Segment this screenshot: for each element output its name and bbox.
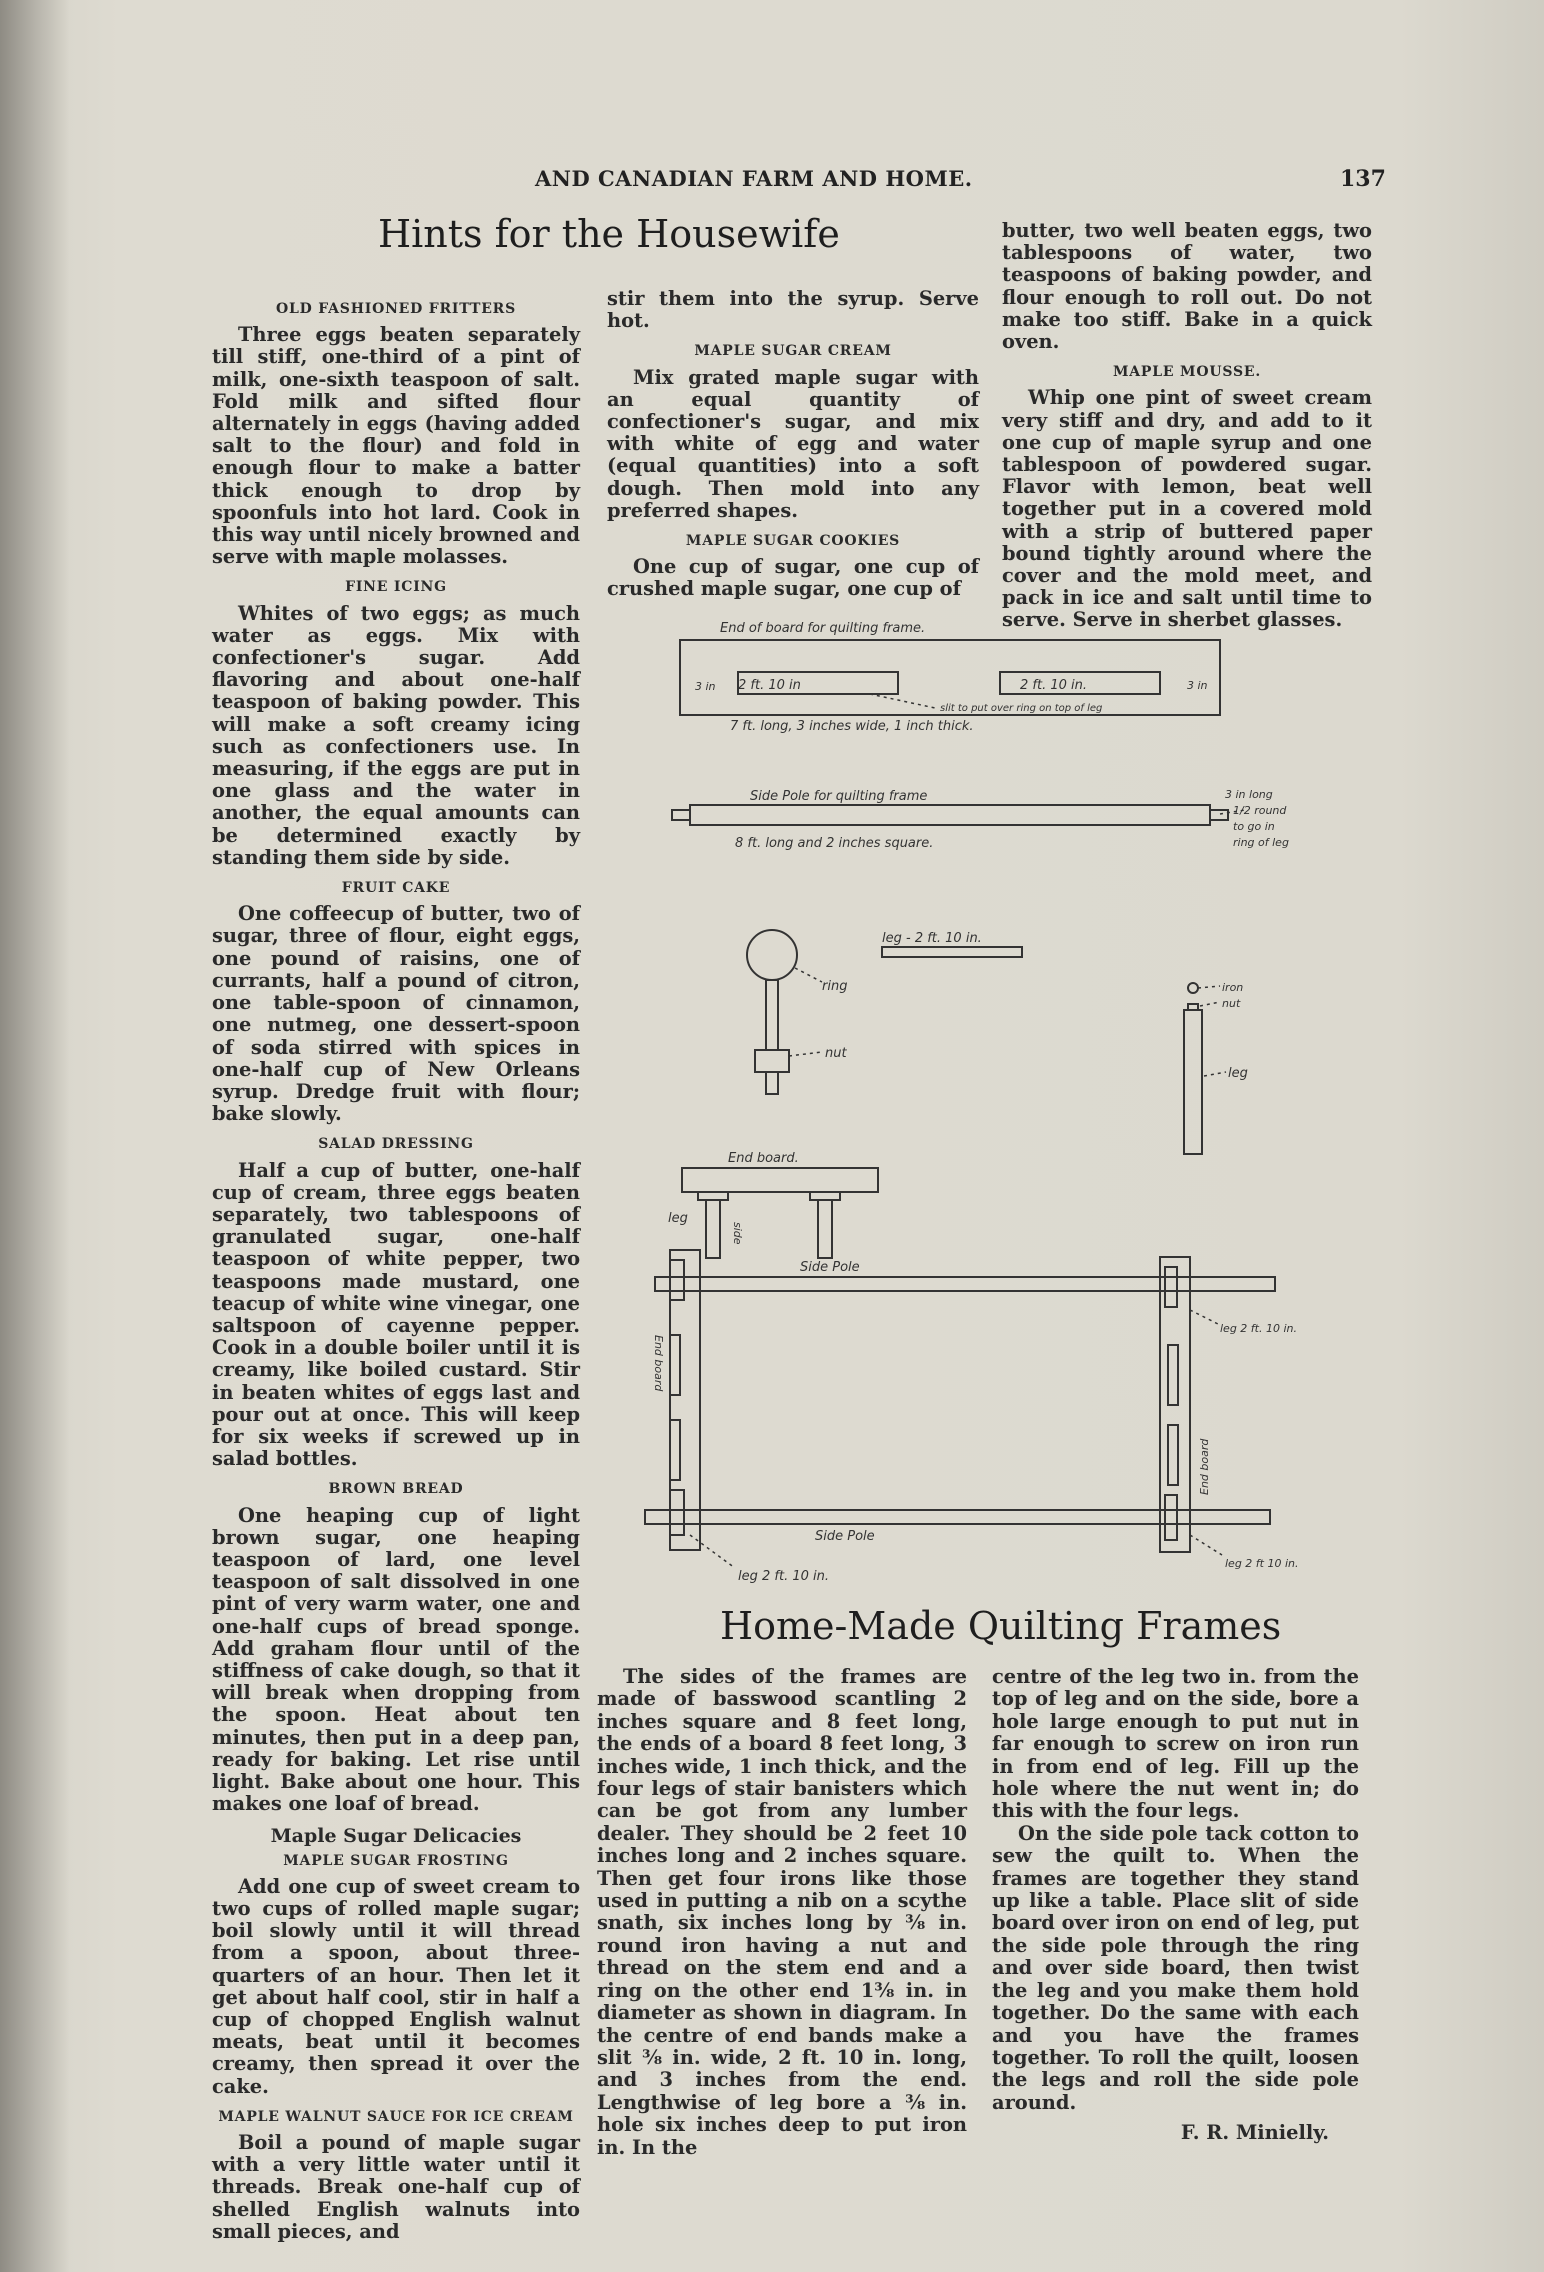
- frame-leg-top-left: [670, 1260, 684, 1300]
- text-maple-mousse: Whip one pint of sweet cream very stiff and dry, and add to it one cup of maple syrup and one tablespoon of powdered sugar. Flavor with lemon, beat well together put in a covered mold with a strip of buttered paper bound tightly around where the cover and the mold meet, and pack in ice and salt until time to serve. Serve in sherbet glasses.: [1002, 386, 1372, 632]
- column-2: [607, 288, 979, 601]
- label-end-board-title: End of board for quilting frame.: [720, 621, 926, 636]
- quilting-text-2b: On the side pole tack cotton to sew the quilt to. When the frames are together they stand up like a table. Place slit of side board over iron on end of leg, put the side pole through the ring and over side board, then twist the leg and you make them hold together. Do the same with each and you have the frames together. To roll the quilt, loosen the legs and roll the side pole around.: [992, 1821, 1359, 2114]
- frame-slot-left-bottom: [670, 1420, 680, 1480]
- heading-maple-sugar-cream: MAPLE SUGAR CREAM: [694, 343, 892, 360]
- side-pole-shape: [690, 805, 1210, 825]
- text-fine-icing: Whites of two eggs; as much water as eggs. Mix with confectioner's sugar. Add flavoring and about one-half teaspoon of baking powder. This will make a soft creamy icing such as confectioners use. In measuring, if the eggs are put in one glass and the water in another, the equal amounts can be determined exactly by standing them side by side.: [212, 601, 580, 869]
- label-leg-bottom-left: leg 2 ft. 10 in.: [738, 1569, 829, 1584]
- heading-maple-frosting: MAPLE SUGAR FROSTING: [283, 1852, 509, 1869]
- label-leg-bar: leg - 2 ft. 10 in.: [882, 931, 982, 946]
- frame-slot-left-top: [670, 1335, 680, 1395]
- text-maple-frosting: Add one cup of sweet cream to two cups of rolled maple sugar; boil slowly until it will thread from a spoon, about three-quarters of an hour. Then let it get about half cool, stir in half a cup of chopped English walnut meats, beat until it becomes creamy, then spread it over the cake.: [212, 1874, 580, 2098]
- label-pin-note-3: to go in: [1233, 820, 1275, 833]
- column-3: [1002, 220, 1372, 632]
- label-dim-left: 3 in: [695, 680, 716, 693]
- end-board-small-shape: [682, 1168, 878, 1192]
- signature: F. R. Minielly.: [1180, 2121, 1329, 2145]
- quilting-text-2a: centre of the leg two in. from the top of leg and on the side, bore a hole large enough to put nut in far enough to screw on iron run in from end of leg. Fill up the hole where the nut went in; do this with the four legs.: [992, 1665, 1359, 1823]
- quilting-frame-diagram: [600, 610, 1380, 1600]
- heading-fritters: OLD FASHIONED FRITTERS: [275, 301, 517, 317]
- label-end-board-right: End board: [1198, 1438, 1211, 1495]
- leg-shape: [1184, 1010, 1202, 1154]
- label-side-small: side: [731, 1222, 744, 1245]
- label-slot-right: 2 ft. 10 in.: [1020, 678, 1087, 693]
- heading-maple-delicacies: Maple Sugar Delicacies: [270, 1825, 522, 1848]
- text-salad-dressing: Half a cup of butter, one-half cup of cream, three eggs beaten separately, two tablespoons of granulated sugar, one-half teaspoon of white pepper, two teaspoons made mustard, one teacup of white wine vinegar, one saltspoon of cayenne pepper. Cook in a double boiler until it is creamy, like boiled custard. Stir in beaten whites of eggs last and pour out at once. This will keep for six weeks if screwed up in salad bottles.: [212, 1158, 580, 1471]
- leg-small-right: [818, 1200, 832, 1258]
- iron-stem-end: [766, 1072, 778, 1094]
- text-maple-sugar-cream: Mix grated maple sugar with an equal quantity of confectioner's sugar, and mix with white of egg and water (equal quantities) into a soft dough. Then mold into any preferred shapes.: [607, 365, 979, 522]
- label-side-pole-top: Side Pole: [800, 1260, 860, 1275]
- frame-slot-right-bottom: [1168, 1425, 1178, 1485]
- quilting-column-1: [597, 1666, 967, 2159]
- label-slot-left: 2 ft. 10 in: [738, 678, 801, 693]
- label-pin-note-1: 3 in long: [1225, 788, 1273, 801]
- iron-stem-shape: [766, 980, 778, 1050]
- leg-small-top-left: [698, 1192, 728, 1200]
- label-slit-note: slit to put over ring on top of leg: [940, 703, 1103, 714]
- frame-leg-bottom-left: [670, 1490, 684, 1535]
- leg-small-left: [706, 1200, 720, 1258]
- text-maple-sugar-cookies-cont: butter, two well beaten eggs, two tablespoons of water, two teaspoons of baking powder, and flour enough to roll out. Do not make too stiff. Bake in a quick oven.: [1002, 219, 1372, 354]
- heading-fruit-cake: FRUIT CAKE: [341, 880, 451, 897]
- text-fritters: Three eggs beaten separately till stiff, one-third of a pint of milk, one-sixth teaspoon of salt. Fold milk and sifted flour alternately in eggs (having added salt to the flour) and fold in enough flour to make a batter thick enough to drop by spoonfuls into hot lard. Cook in this way until nicely browned and serve with maple molasses.: [212, 323, 580, 569]
- iron-ring-shape: [747, 930, 797, 980]
- heading-maple-walnut-sauce: MAPLE WALNUT SAUCE FOR ICE CREAM: [218, 2108, 574, 2125]
- label-end-board-dims: 7 ft. long, 3 inches wide, 1 inch thick.: [730, 719, 974, 734]
- running-header: AND CANADIAN FARM AND HOME.: [535, 166, 973, 191]
- page-number: 137: [1340, 166, 1386, 192]
- binding-gutter: [0, 0, 70, 2272]
- label-end-board-small: End board.: [728, 1151, 799, 1166]
- label-iron: iron: [1222, 981, 1244, 994]
- label-nut-2: nut: [1222, 997, 1241, 1010]
- label-leg: leg: [1228, 1066, 1248, 1081]
- frame-leg-bottom-right: [1165, 1495, 1177, 1540]
- column-1: [212, 290, 580, 2243]
- text-maple-walnut-sauce: Boil a pound of maple sugar with a very little water until it threads. Break one-half cup of shelled English walnuts into small pieces, and: [212, 2131, 580, 2243]
- label-side-pole-title: Side Pole for quilting frame: [750, 789, 928, 804]
- iron-nut-shape: [755, 1050, 789, 1072]
- label-leg-bottom-right: leg 2 ft 10 in.: [1225, 1557, 1299, 1570]
- label-ring: ring: [822, 979, 848, 994]
- text-fruit-cake: One coffeecup of butter, two of sugar, three of flour, eight eggs, one pound of raisins, one of currants, half a pound of citron, one table-spoon of cinnamon, one nutmeg, one dessert-spoon of soda stirred with spices in one-half cup of New Orleans syrup. Dredge fruit with flour; bake slowly.: [212, 902, 580, 1126]
- quilting-text-1: The sides of the frames are made of basswood scantling 2 inches square and 8 feet long, the ends of a board 8 feet long, 3 inches wide, 1 inch thick, and the four legs of stair banisters which can be got from any lumber dealer. They should be 2 feet 10 inches long and 2 inches square. Then get four irons like those used in putting a nib on a scythe snath, six inches long by ⅜ in. round iron having a nut and thread on the stem end and a ring on the other end 1⅜ in. in diameter as shown in diagram. In the centre of end bands make a slit ⅜ in. wide, 2 ft. 10 in. long, and 3 inches from the end. Lengthwise of leg bore a ⅜ in. hole six inches deep to put iron in. In the: [597, 1665, 967, 2159]
- text-maple-walnut-sauce-cont: stir them into the syrup. Serve hot.: [607, 287, 979, 333]
- text-maple-sugar-cookies: One cup of sugar, one cup of crushed maple sugar, one cup of: [607, 555, 979, 601]
- leg-small-top-right: [810, 1192, 840, 1200]
- heading-maple-mousse: MAPLE MOUSSE.: [1112, 364, 1262, 381]
- label-pin-note-4: ring of leg: [1233, 836, 1289, 849]
- frame-slot-right-top: [1168, 1345, 1178, 1405]
- side-pole-pin-right: [1210, 810, 1228, 820]
- side-pole-pin-left: [672, 810, 690, 820]
- leg-iron-ring: [1188, 983, 1198, 993]
- text-brown-bread: One heaping cup of light brown sugar, one heaping teaspoon of lard, one level teaspoon of salt dissolved in one pint of very warm water, one and one-half cups of bread sponge. Add graham flour until of the stiffness of cake dough, so that it will break when dropping from the spoon. Heat about ten minutes, then put in a deep pan, ready for baking. Let rise until light. Bake about one hour. This makes one loaf of bread.: [212, 1503, 580, 1816]
- hints-title: Hints for the Housewife: [378, 212, 840, 256]
- heading-maple-sugar-cookies: MAPLE SUGAR COOKIES: [685, 533, 901, 550]
- label-end-board-left: End board: [652, 1335, 665, 1392]
- quilting-column-2: [992, 1666, 1359, 2145]
- heading-brown-bread: BROWN BREAD: [328, 1481, 464, 1498]
- heading-salad-dressing: SALAD DRESSING: [318, 1136, 474, 1153]
- label-side-pole-bottom: Side Pole: [815, 1529, 875, 1544]
- label-pin-note-2: 1/2 round: [1233, 804, 1287, 817]
- label-side-pole-dims: 8 ft. long and 2 inches square.: [735, 836, 934, 851]
- quilting-title: Home-Made Quilting Frames: [720, 1604, 1282, 1648]
- frame-leg-top-right: [1165, 1267, 1177, 1307]
- leg-bar-shape: [882, 947, 1022, 957]
- heading-fine-icing: FINE ICING: [345, 579, 447, 596]
- label-leg-small: leg: [668, 1211, 688, 1226]
- frame-side-pole-top: [655, 1277, 1275, 1291]
- label-leg-right-top: leg 2 ft. 10 in.: [1220, 1322, 1297, 1335]
- label-dim-right: 3 in: [1187, 679, 1208, 692]
- label-nut: nut: [825, 1046, 847, 1061]
